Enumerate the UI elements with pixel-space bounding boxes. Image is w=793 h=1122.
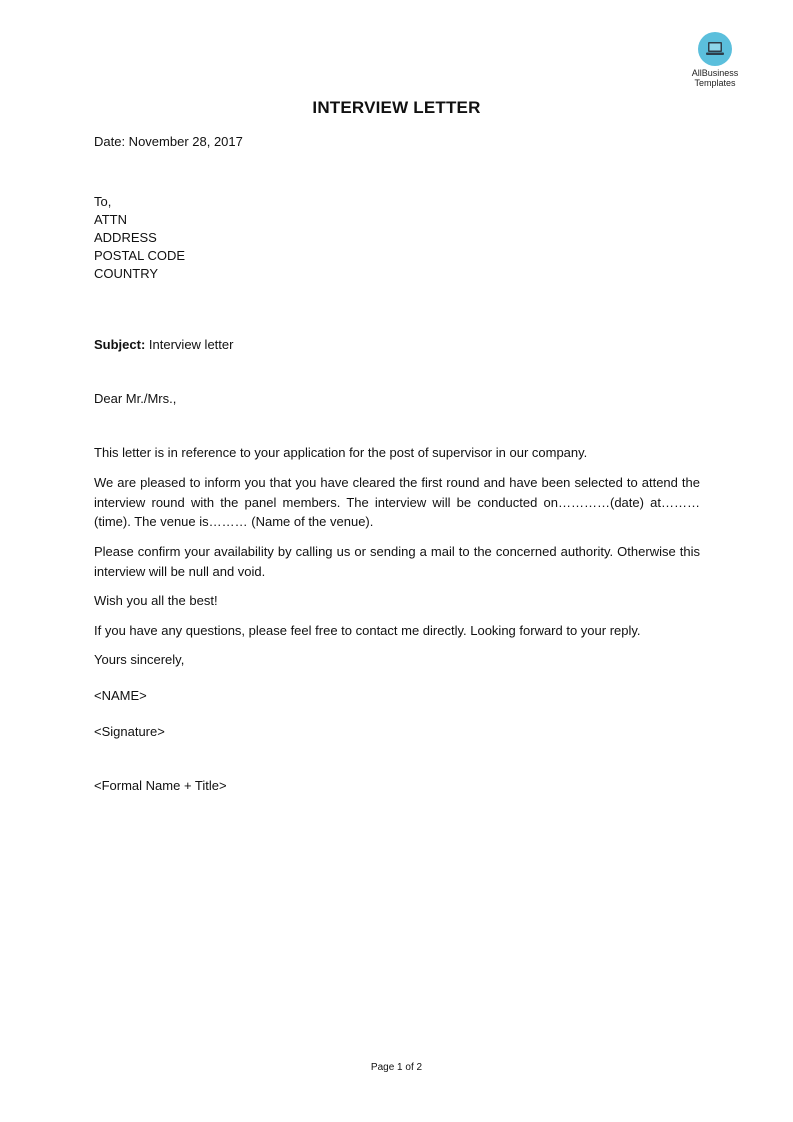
- closing: Yours sincerely,: [94, 652, 185, 667]
- subject-label: Subject:: [94, 337, 146, 352]
- recipient-attn: ATTN: [94, 212, 127, 227]
- paragraph-contact: If you have any questions, please feel free to contact me directly. Looking forward to your reply.: [94, 623, 641, 638]
- brand-name-line2: Templates: [694, 78, 736, 88]
- brand-name-line1: AllBusiness: [691, 68, 739, 78]
- recipient-postal-code: POSTAL CODE: [94, 248, 186, 263]
- brand-logo: [686, 32, 744, 88]
- salutation: Dear Mr./Mrs.,: [94, 391, 177, 406]
- signature-name: <NAME>: [94, 688, 147, 703]
- paragraph-wishes: Wish you all the best!: [94, 593, 218, 608]
- recipient-country: COUNTRY: [94, 266, 159, 281]
- paragraph-interview-details: We are pleased to inform you that you have cleared the first round and have been selected to attend the interview round with the panel members. The interview will be conducted on…………(date) at………(time). The venue is……… (Name of the venue).: [94, 475, 700, 529]
- paragraph-confirm: Please confirm your availability by calling us or sending a mail to the concerned authority. Otherwise this interview will be null and void.: [94, 544, 700, 579]
- subject-text: Interview letter: [148, 337, 234, 352]
- signature-formal-name: <Formal Name + Title>: [94, 778, 227, 793]
- laptop-icon: [698, 32, 732, 66]
- date-line: Date: November 28, 2017: [94, 134, 243, 149]
- subject-line: [94, 336, 233, 354]
- page-footer: Page 1 of 2: [370, 1062, 423, 1073]
- signature-placeholder: <Signature>: [94, 724, 165, 739]
- brand-name: [686, 68, 744, 88]
- recipient-to: To,: [94, 194, 112, 209]
- document-title: INTERVIEW LETTER: [312, 98, 481, 117]
- paragraph-reference: This letter is in reference to your application for the post of supervisor in our company.: [94, 445, 588, 460]
- recipient-address: ADDRESS: [94, 230, 157, 245]
